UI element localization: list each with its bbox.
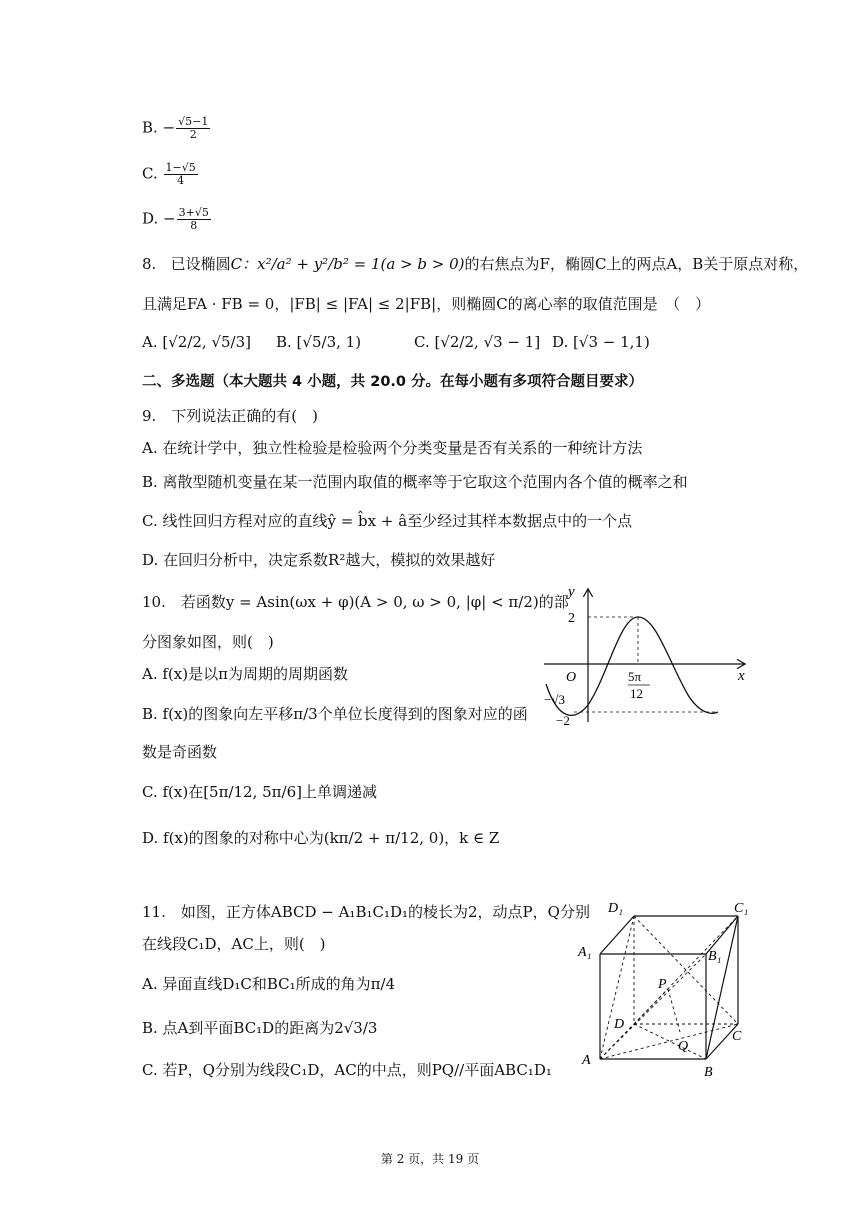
page-footer: 第 2 页，共 19 页 xyxy=(380,1152,480,1166)
q8-option-c: C. [√2/2, √3 − 1] xyxy=(414,333,541,351)
label-d1: D₁ xyxy=(608,901,623,916)
q9-option-a: A. 在统计学中，独立性检验是检验两个分类变量是否有关系的一种统计方法 xyxy=(142,439,643,457)
label-c1: C₁ xyxy=(734,901,749,916)
q10-option-c: C. f(x)在[5π/12, 5π/6]上单调递减 xyxy=(142,783,377,801)
q9-option-d: D. 在回归分析中，决定系数R²越大，模拟的效果越好 xyxy=(142,551,496,569)
x-peak-num: 5π xyxy=(628,669,642,684)
q9-option-c: C. 线性回归方程对应的直线ŷ = b̂x + â至少经过其样本数据点中的一个点 xyxy=(142,512,633,530)
y-min-label: −2 xyxy=(556,713,570,728)
y-axis-label: y xyxy=(568,584,575,600)
cube-diagram xyxy=(572,894,758,1080)
label-b: B xyxy=(704,1065,713,1080)
fraction: $\frac{√5-1}{2}$ xyxy=(178,115,209,141)
q8-stem-line2: 且满足FA · FB = 0，|FB| ≤ |FA| ≤ 2|FB|，则椭圆C的离心率的取值范围是 （ ） xyxy=(142,295,711,313)
q10-option-b-line1: B. f(x)的图象向左平移π/3个单位长度得到的图象对应的函 xyxy=(142,705,528,723)
sine-graph xyxy=(538,580,754,730)
label-b1: B₁ xyxy=(708,949,722,964)
q11-option-a: A. 异面直线D₁C和BC₁所成的角为π/4 xyxy=(142,975,396,993)
q8-option-a: A. [√2/2, √5/3] xyxy=(142,333,252,351)
q10-option-b-line2: 数是奇函数 xyxy=(142,743,218,761)
q8-option-b: B. [√5/3, 1) xyxy=(276,333,362,351)
q7-option-b: B. − $\frac{√5-1}{2}$ xyxy=(142,115,209,141)
q7-option-c: C. $\frac{1-√5}{4}$ xyxy=(142,161,196,187)
fraction: $\frac{1-√5}{4}$ xyxy=(165,161,196,187)
q11-stem-line1: 11. 如图，正方体ABCD − A₁B₁C₁D₁的棱长为2，动点P，Q分别 xyxy=(142,903,590,921)
q10-option-d: D. f(x)的图象的对称中心为(kπ/2 + π/12, 0)，k ∈ Z xyxy=(142,829,500,847)
y-intercept-label: −√3 xyxy=(544,692,565,707)
y-max-label: 2 xyxy=(568,611,575,626)
q8-option-d: D. [√3 − 1,1) xyxy=(552,333,650,351)
label-a1: A₁ xyxy=(578,945,592,960)
label-q: Q xyxy=(678,1039,689,1054)
section-heading: 二、多选题（本大题共 4 小题，共 20.0 分。在每小题有多项符合题目要求） xyxy=(142,374,644,390)
x-peak-den: 12 xyxy=(630,686,643,701)
q9-stem: 9. 下列说法正确的有( ) xyxy=(142,407,319,425)
q11-stem-line2: 在线段C₁D，AC上，则( ) xyxy=(142,935,326,953)
origin-label: O xyxy=(566,670,577,685)
q10-option-a: A. f(x)是以π为周期的周期函数 xyxy=(142,665,348,683)
q9-option-b: B. 离散型随机变量在某一范围内取值的概率等于它取这个范围内各个值的概率之和 xyxy=(142,473,688,491)
q7-option-d: D. − $\frac{3+√5}{8}$ xyxy=(142,206,209,232)
q10-stem-line1: 10. 若函数y = Asin(ωx + φ)(A > 0, ω > 0, |φ| < π/2)的部 xyxy=(142,593,569,611)
x-axis-label: x xyxy=(738,668,745,684)
fraction: $\frac{3+√5}{8}$ xyxy=(178,206,209,232)
q11-option-c: C. 若P，Q分别为线段C₁D，AC的中点，则PQ//平面ABC₁D₁ xyxy=(142,1061,552,1079)
q10-stem-line2: 分图象如图，则( ) xyxy=(142,633,274,651)
label-d: D xyxy=(614,1017,625,1032)
label-c: C xyxy=(732,1029,742,1044)
q11-option-b: B. 点A到平面BC₁D的距离为2√3/3 xyxy=(142,1019,378,1037)
q8-stem-line1: 8. 已设椭圆C：x²/a² + y²/b² = 1(a > b > 0)的右焦点为F，椭圆C上的两点A，B关于原点对称， xyxy=(142,255,809,273)
label-p: P xyxy=(658,977,667,992)
label-a: A xyxy=(582,1053,591,1068)
